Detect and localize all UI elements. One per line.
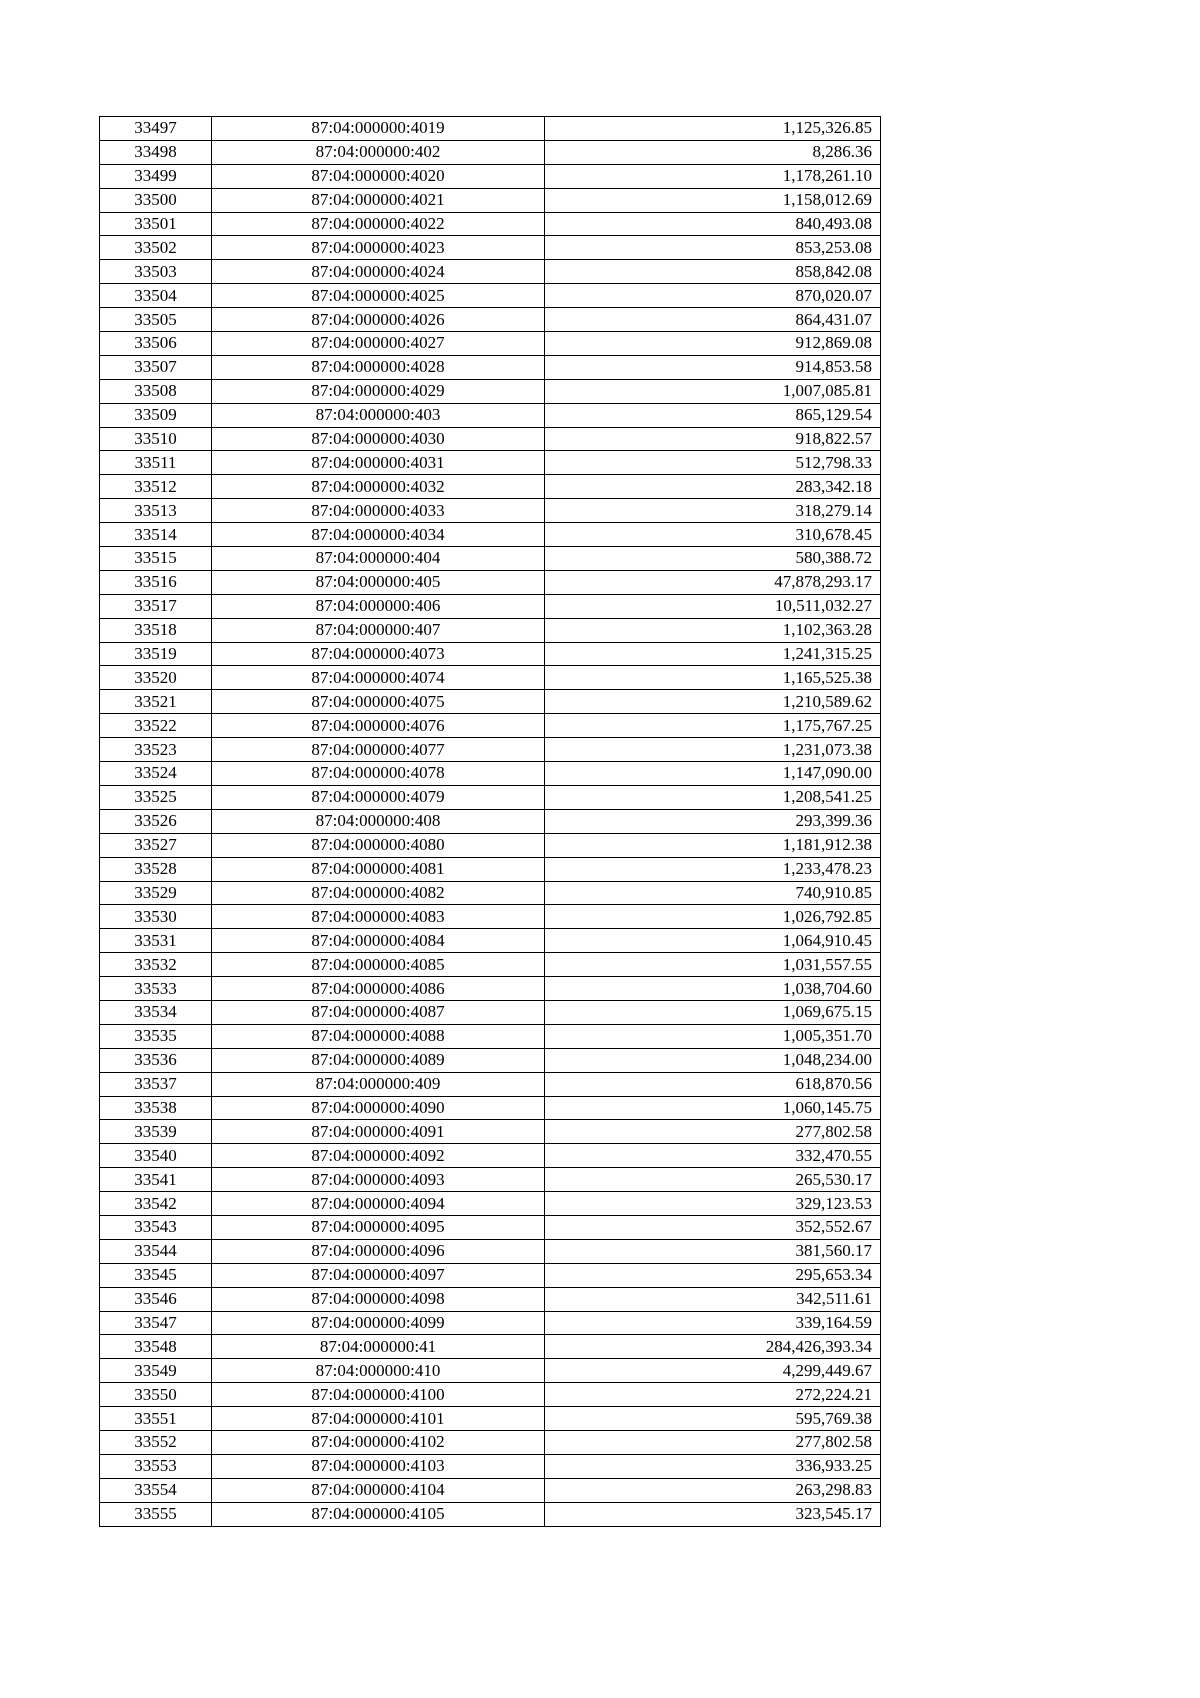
table-row: [100, 714, 881, 738]
table-row: [100, 140, 881, 164]
row-number-cell: 33517: [100, 594, 212, 618]
row-number-cell: 33531: [100, 929, 212, 953]
value-cell: 1,165,525.38: [545, 666, 881, 690]
table-row: [100, 666, 881, 690]
cadastral-number-cell: 87:04:000000:4030: [212, 427, 545, 451]
value-cell: 342,511.61: [545, 1287, 881, 1311]
cadastral-number-cell: 87:04:000000:407: [212, 618, 545, 642]
row-number-cell: 33529: [100, 881, 212, 905]
value-cell: 339,164.59: [545, 1311, 881, 1335]
table-row: [100, 427, 881, 451]
cadastral-number-cell: 87:04:000000:4085: [212, 953, 545, 977]
cadastral-number-cell: 87:04:000000:4095: [212, 1215, 545, 1239]
row-number-cell: 33535: [100, 1024, 212, 1048]
table-row: [100, 690, 881, 714]
value-cell: 1,038,704.60: [545, 977, 881, 1001]
value-cell: 1,031,557.55: [545, 953, 881, 977]
value-cell: 284,426,393.34: [545, 1335, 881, 1359]
value-cell: 912,869.08: [545, 332, 881, 356]
table-row: [100, 1383, 881, 1407]
value-cell: 318,279.14: [545, 499, 881, 523]
cadastral-number-cell: 87:04:000000:4077: [212, 738, 545, 762]
table-row: [100, 332, 881, 356]
table-row: [100, 1430, 881, 1454]
row-number-cell: 33504: [100, 284, 212, 308]
row-number-cell: 33526: [100, 809, 212, 833]
cadastral-number-cell: 87:04:000000:4019: [212, 117, 545, 141]
row-number-cell: 33519: [100, 642, 212, 666]
table-row: [100, 212, 881, 236]
row-number-cell: 33544: [100, 1239, 212, 1263]
row-number-cell: 33545: [100, 1263, 212, 1287]
cadastral-number-cell: 87:04:000000:405: [212, 570, 545, 594]
row-number-cell: 33541: [100, 1168, 212, 1192]
cadastral-number-cell: 87:04:000000:4105: [212, 1502, 545, 1526]
row-number-cell: 33521: [100, 690, 212, 714]
row-number-cell: 33500: [100, 188, 212, 212]
cadastral-number-cell: 87:04:000000:4078: [212, 762, 545, 786]
cadastral-number-cell: 87:04:000000:4098: [212, 1287, 545, 1311]
value-cell: 1,231,073.38: [545, 738, 881, 762]
table-row: [100, 188, 881, 212]
table-body: [100, 117, 881, 1527]
cadastral-number-cell: 87:04:000000:4097: [212, 1263, 545, 1287]
cadastral-number-cell: 87:04:000000:4102: [212, 1430, 545, 1454]
table-row: [100, 570, 881, 594]
cadastral-number-cell: 87:04:000000:4021: [212, 188, 545, 212]
table-row: [100, 1072, 881, 1096]
cadastral-number-cell: 87:04:000000:4032: [212, 475, 545, 499]
table-row: [100, 164, 881, 188]
table-row: [100, 1407, 881, 1431]
table-row: [100, 1335, 881, 1359]
row-number-cell: 33509: [100, 403, 212, 427]
row-number-cell: 33554: [100, 1478, 212, 1502]
value-cell: 1,005,351.70: [545, 1024, 881, 1048]
cadastral-number-cell: 87:04:000000:4026: [212, 308, 545, 332]
table-row: [100, 1359, 881, 1383]
value-cell: 4,299,449.67: [545, 1359, 881, 1383]
value-cell: 329,123.53: [545, 1192, 881, 1216]
cadastral-number-cell: 87:04:000000:4029: [212, 379, 545, 403]
table-row: [100, 284, 881, 308]
table-row: [100, 523, 881, 547]
value-cell: 283,342.18: [545, 475, 881, 499]
table-row: [100, 953, 881, 977]
table-row: [100, 881, 881, 905]
row-number-cell: 33549: [100, 1359, 212, 1383]
value-cell: 840,493.08: [545, 212, 881, 236]
cadastral-number-cell: 87:04:000000:404: [212, 547, 545, 571]
row-number-cell: 33498: [100, 140, 212, 164]
table-row: [100, 1192, 881, 1216]
cadastral-number-cell: 87:04:000000:4091: [212, 1120, 545, 1144]
value-cell: 47,878,293.17: [545, 570, 881, 594]
table-row: [100, 355, 881, 379]
cadastral-number-cell: 87:04:000000:4076: [212, 714, 545, 738]
value-cell: 1,060,145.75: [545, 1096, 881, 1120]
row-number-cell: 33506: [100, 332, 212, 356]
table-row: [100, 1168, 881, 1192]
cadastral-number-cell: 87:04:000000:4031: [212, 451, 545, 475]
table-row: [100, 308, 881, 332]
value-cell: 914,853.58: [545, 355, 881, 379]
row-number-cell: 33518: [100, 618, 212, 642]
table-row: [100, 594, 881, 618]
table-row: [100, 1502, 881, 1526]
value-cell: 1,158,012.69: [545, 188, 881, 212]
table-row: [100, 738, 881, 762]
value-cell: 1,241,315.25: [545, 642, 881, 666]
value-cell: 352,552.67: [545, 1215, 881, 1239]
row-number-cell: 33515: [100, 547, 212, 571]
cadastral-number-cell: 87:04:000000:4083: [212, 905, 545, 929]
row-number-cell: 33525: [100, 785, 212, 809]
row-number-cell: 33533: [100, 977, 212, 1001]
row-number-cell: 33538: [100, 1096, 212, 1120]
value-cell: 332,470.55: [545, 1144, 881, 1168]
table-row: [100, 762, 881, 786]
value-cell: 1,069,675.15: [545, 1000, 881, 1024]
table-row: [100, 929, 881, 953]
value-cell: 512,798.33: [545, 451, 881, 475]
value-cell: 1,147,090.00: [545, 762, 881, 786]
row-number-cell: 33502: [100, 236, 212, 260]
cadastral-number-cell: 87:04:000000:4073: [212, 642, 545, 666]
table-row: [100, 547, 881, 571]
value-cell: 336,933.25: [545, 1454, 881, 1478]
value-cell: 918,822.57: [545, 427, 881, 451]
table-row: [100, 1048, 881, 1072]
value-cell: 1,125,326.85: [545, 117, 881, 141]
value-cell: 853,253.08: [545, 236, 881, 260]
row-number-cell: 33511: [100, 451, 212, 475]
row-number-cell: 33543: [100, 1215, 212, 1239]
row-number-cell: 33551: [100, 1407, 212, 1431]
cadastral-number-cell: 87:04:000000:4099: [212, 1311, 545, 1335]
row-number-cell: 33547: [100, 1311, 212, 1335]
table-row: [100, 1287, 881, 1311]
value-cell: 870,020.07: [545, 284, 881, 308]
cadastral-number-cell: 87:04:000000:4020: [212, 164, 545, 188]
cadastral-value-table: [99, 116, 881, 1527]
row-number-cell: 33507: [100, 355, 212, 379]
value-cell: 1,181,912.38: [545, 833, 881, 857]
value-cell: 8,286.36: [545, 140, 881, 164]
table-row: [100, 475, 881, 499]
value-cell: 595,769.38: [545, 1407, 881, 1431]
cadastral-number-cell: 87:04:000000:410: [212, 1359, 545, 1383]
value-cell: 323,545.17: [545, 1502, 881, 1526]
cadastral-number-cell: 87:04:000000:4101: [212, 1407, 545, 1431]
row-number-cell: 33520: [100, 666, 212, 690]
cadastral-number-cell: 87:04:000000:4087: [212, 1000, 545, 1024]
table-row: [100, 1215, 881, 1239]
row-number-cell: 33552: [100, 1430, 212, 1454]
table-row: [100, 857, 881, 881]
value-cell: 1,175,767.25: [545, 714, 881, 738]
table-row: [100, 809, 881, 833]
cadastral-number-cell: 87:04:000000:408: [212, 809, 545, 833]
row-number-cell: 33555: [100, 1502, 212, 1526]
table-row: [100, 499, 881, 523]
value-cell: 858,842.08: [545, 260, 881, 284]
row-number-cell: 33513: [100, 499, 212, 523]
value-cell: 1,064,910.45: [545, 929, 881, 953]
row-number-cell: 33524: [100, 762, 212, 786]
row-number-cell: 33508: [100, 379, 212, 403]
row-number-cell: 33528: [100, 857, 212, 881]
cadastral-number-cell: 87:04:000000:4094: [212, 1192, 545, 1216]
table-row: [100, 1120, 881, 1144]
cadastral-number-cell: 87:04:000000:4096: [212, 1239, 545, 1263]
value-cell: 1,048,234.00: [545, 1048, 881, 1072]
value-cell: 740,910.85: [545, 881, 881, 905]
row-number-cell: 33501: [100, 212, 212, 236]
row-number-cell: 33527: [100, 833, 212, 857]
row-number-cell: 33550: [100, 1383, 212, 1407]
row-number-cell: 33542: [100, 1192, 212, 1216]
value-cell: 1,208,541.25: [545, 785, 881, 809]
cadastral-number-cell: 87:04:000000:4103: [212, 1454, 545, 1478]
value-cell: 865,129.54: [545, 403, 881, 427]
cadastral-number-cell: 87:04:000000:4086: [212, 977, 545, 1001]
cadastral-number-cell: 87:04:000000:406: [212, 594, 545, 618]
cadastral-number-cell: 87:04:000000:409: [212, 1072, 545, 1096]
value-cell: 864,431.07: [545, 308, 881, 332]
cadastral-number-cell: 87:04:000000:4027: [212, 332, 545, 356]
cadastral-number-cell: 87:04:000000:4092: [212, 1144, 545, 1168]
row-number-cell: 33499: [100, 164, 212, 188]
row-number-cell: 33514: [100, 523, 212, 547]
cadastral-number-cell: 87:04:000000:4025: [212, 284, 545, 308]
cadastral-number-cell: 87:04:000000:4084: [212, 929, 545, 953]
table-row: [100, 451, 881, 475]
cadastral-number-cell: 87:04:000000:4090: [212, 1096, 545, 1120]
row-number-cell: 33540: [100, 1144, 212, 1168]
cadastral-number-cell: 87:04:000000:4022: [212, 212, 545, 236]
value-cell: 293,399.36: [545, 809, 881, 833]
cadastral-number-cell: 87:04:000000:403: [212, 403, 545, 427]
table-row: [100, 905, 881, 929]
row-number-cell: 33537: [100, 1072, 212, 1096]
value-cell: 265,530.17: [545, 1168, 881, 1192]
table-row: [100, 785, 881, 809]
table-row: [100, 1000, 881, 1024]
value-cell: 277,802.58: [545, 1430, 881, 1454]
value-cell: 1,233,478.23: [545, 857, 881, 881]
value-cell: 10,511,032.27: [545, 594, 881, 618]
row-number-cell: 33530: [100, 905, 212, 929]
row-number-cell: 33503: [100, 260, 212, 284]
table-row: [100, 1024, 881, 1048]
cadastral-number-cell: 87:04:000000:4079: [212, 785, 545, 809]
value-cell: 272,224.21: [545, 1383, 881, 1407]
value-cell: 1,102,363.28: [545, 618, 881, 642]
table-row: [100, 977, 881, 1001]
table-row: [100, 1263, 881, 1287]
table-row: [100, 1478, 881, 1502]
table-row: [100, 379, 881, 403]
cadastral-number-cell: 87:04:000000:4033: [212, 499, 545, 523]
table-row: [100, 403, 881, 427]
table-row: [100, 642, 881, 666]
value-cell: 1,210,589.62: [545, 690, 881, 714]
value-cell: 580,388.72: [545, 547, 881, 571]
cadastral-number-cell: 87:04:000000:4024: [212, 260, 545, 284]
cadastral-number-cell: 87:04:000000:4093: [212, 1168, 545, 1192]
table-row: [100, 1239, 881, 1263]
row-number-cell: 33522: [100, 714, 212, 738]
cadastral-number-cell: 87:04:000000:402: [212, 140, 545, 164]
value-cell: 295,653.34: [545, 1263, 881, 1287]
table-row: [100, 117, 881, 141]
value-cell: 263,298.83: [545, 1478, 881, 1502]
table-row: [100, 1096, 881, 1120]
cadastral-number-cell: 87:04:000000:4104: [212, 1478, 545, 1502]
cadastral-number-cell: 87:04:000000:4089: [212, 1048, 545, 1072]
value-cell: 1,026,792.85: [545, 905, 881, 929]
row-number-cell: 33497: [100, 117, 212, 141]
cadastral-number-cell: 87:04:000000:4028: [212, 355, 545, 379]
row-number-cell: 33505: [100, 308, 212, 332]
cadastral-number-cell: 87:04:000000:4081: [212, 857, 545, 881]
table-row: [100, 833, 881, 857]
row-number-cell: 33516: [100, 570, 212, 594]
cadastral-number-cell: 87:04:000000:4023: [212, 236, 545, 260]
row-number-cell: 33523: [100, 738, 212, 762]
row-number-cell: 33534: [100, 1000, 212, 1024]
row-number-cell: 33546: [100, 1287, 212, 1311]
value-cell: 1,178,261.10: [545, 164, 881, 188]
value-cell: 618,870.56: [545, 1072, 881, 1096]
table-row: [100, 260, 881, 284]
cadastral-number-cell: 87:04:000000:4100: [212, 1383, 545, 1407]
cadastral-number-cell: 87:04:000000:4080: [212, 833, 545, 857]
row-number-cell: 33548: [100, 1335, 212, 1359]
row-number-cell: 33512: [100, 475, 212, 499]
cadastral-number-cell: 87:04:000000:41: [212, 1335, 545, 1359]
cadastral-number-cell: 87:04:000000:4082: [212, 881, 545, 905]
row-number-cell: 33539: [100, 1120, 212, 1144]
row-number-cell: 33536: [100, 1048, 212, 1072]
table-row: [100, 1454, 881, 1478]
value-cell: 1,007,085.81: [545, 379, 881, 403]
table-row: [100, 1144, 881, 1168]
cadastral-number-cell: 87:04:000000:4088: [212, 1024, 545, 1048]
row-number-cell: 33532: [100, 953, 212, 977]
cadastral-number-cell: 87:04:000000:4075: [212, 690, 545, 714]
row-number-cell: 33510: [100, 427, 212, 451]
cadastral-number-cell: 87:04:000000:4034: [212, 523, 545, 547]
cadastral-number-cell: 87:04:000000:4074: [212, 666, 545, 690]
table-row: [100, 618, 881, 642]
table-row: [100, 1311, 881, 1335]
value-cell: 310,678.45: [545, 523, 881, 547]
value-cell: 277,802.58: [545, 1120, 881, 1144]
table-row: [100, 236, 881, 260]
row-number-cell: 33553: [100, 1454, 212, 1478]
value-cell: 381,560.17: [545, 1239, 881, 1263]
